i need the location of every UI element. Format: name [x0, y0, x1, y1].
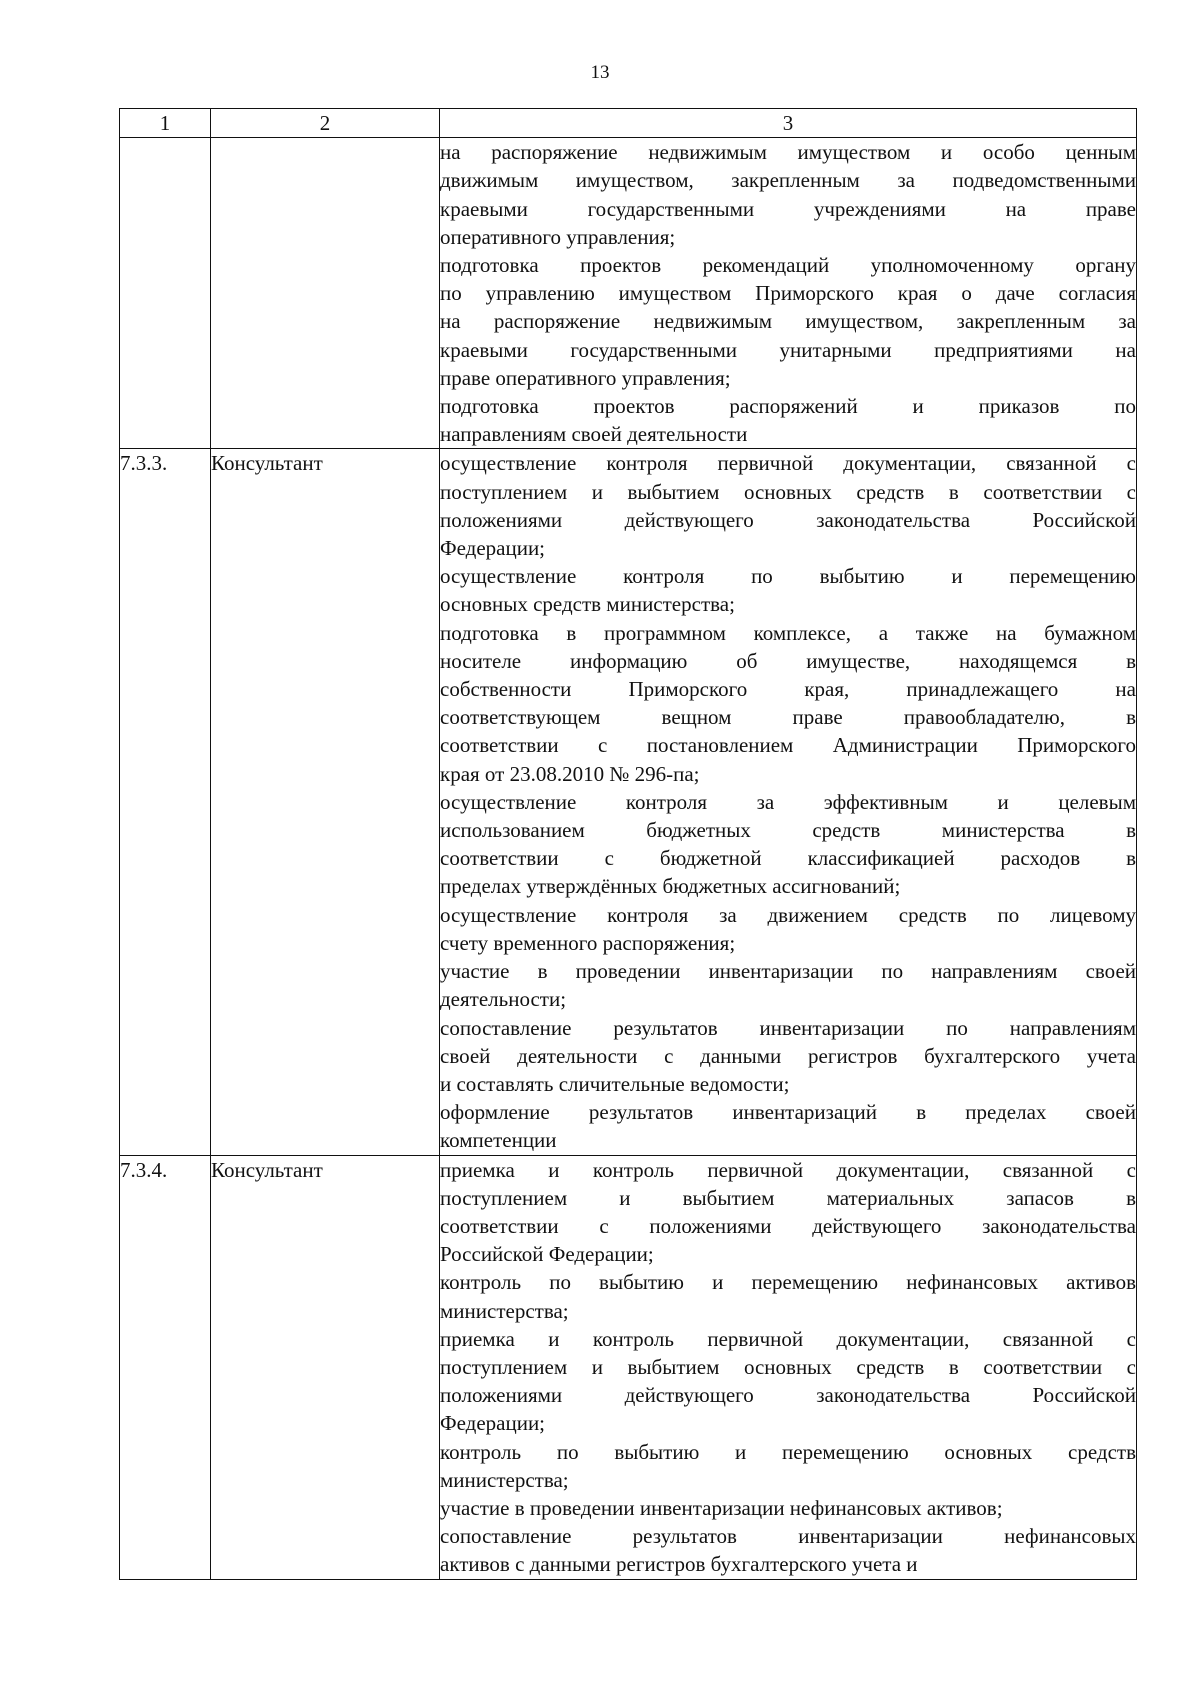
duty-item: [440, 562, 1136, 618]
duty-text-line: краевыми государственными унитарными предприятиями на: [440, 337, 1136, 362]
duty-text-line: Федерации;: [440, 1411, 546, 1436]
duty-item: [440, 957, 1136, 1013]
table-row: [120, 449, 1137, 1155]
row-number: 7.3.4.: [120, 1155, 211, 1579]
duty-item: [440, 392, 1136, 448]
duty-text-line: собственности Приморского края, принадлежащего на: [440, 677, 1136, 702]
row-position: Консультант: [211, 449, 440, 1155]
duty-item: [440, 619, 1136, 788]
duty-text-line: поступлением и выбытием основных средств в соответствии с: [440, 479, 1136, 504]
duty-text-line: движимым имуществом, закрепленным за подведомственными: [440, 168, 1136, 193]
duty-text-line: праве оперативного управления;: [440, 365, 731, 390]
duty-item: [440, 1098, 1136, 1154]
duty-text-line: подготовка проектов рекомендаций уполномоченному органу: [440, 253, 1136, 278]
duty-text-line: края от 23.08.2010 № 296-па;: [440, 761, 700, 786]
row-position: [211, 138, 440, 449]
duty-text-line: подготовка проектов распоряжений и приказов по: [440, 394, 1136, 419]
duty-text-line: министерства;: [440, 1467, 569, 1492]
duty-text-line: пределах утверждённых бюджетных ассигнований;: [440, 874, 901, 899]
duty-text-line: сопоставление результатов инвентаризации нефинансовых: [440, 1524, 1136, 1549]
duty-text-line: контроль по выбытию и перемещению нефинансовых активов: [440, 1270, 1136, 1295]
table-row: [120, 1155, 1137, 1579]
duty-text-line: и составлять сличительные ведомости;: [440, 1071, 790, 1096]
duty-text-line: деятельности;: [440, 987, 567, 1012]
table-row: [120, 138, 1137, 449]
duties-table: [119, 108, 1137, 1580]
duty-text-line: оформление результатов инвентаризаций в пределах своей: [440, 1100, 1136, 1125]
duty-text-line: компетенции: [440, 1128, 557, 1153]
column-header-duties: 3: [440, 109, 1137, 138]
duty-text-line: участие в проведении инвентаризации нефинансовых активов;: [440, 1495, 1003, 1520]
duty-text-line: оперативного управления;: [440, 224, 676, 249]
duty-text-line: осуществление контроля по выбытию и перемещению: [440, 564, 1136, 589]
duty-item: [440, 1494, 1136, 1522]
duty-text-line: министерства;: [440, 1298, 569, 1323]
table-header-row: [120, 109, 1137, 138]
duty-text-line: по управлению имуществом Приморского края о даче согласия: [440, 281, 1136, 306]
duty-text-line: Федерации;: [440, 536, 546, 561]
duty-text-line: соответствии с положениями действующего законодательства: [440, 1213, 1136, 1238]
column-header-number: 1: [120, 109, 211, 138]
duty-text-line: Российской Федерации;: [440, 1242, 654, 1267]
duty-text-line: краевыми государственными учреждениями на праве: [440, 196, 1136, 221]
row-duties: [440, 138, 1137, 449]
duty-item: [440, 1522, 1136, 1578]
duty-text-line: осуществление контроля первичной документации, связанной с: [440, 451, 1136, 476]
duty-text-line: основных средств министерства;: [440, 592, 735, 617]
duty-text-line: на распоряжение недвижимым имуществом и особо ценным: [440, 140, 1136, 165]
duty-text-line: направлениям своей деятельности: [440, 422, 748, 447]
duty-text-line: счету временного распоряжения;: [440, 930, 736, 955]
duty-text-line: соответствии с постановлением Администрации Приморского: [440, 733, 1136, 758]
duty-text-line: на распоряжение недвижимым имуществом, закрепленным за: [440, 309, 1136, 334]
duty-item: [440, 788, 1136, 901]
column-header-position: 2: [211, 109, 440, 138]
duty-item: [440, 901, 1136, 957]
row-duties: [440, 1155, 1137, 1579]
duty-text-line: осуществление контроля за эффективным и целевым: [440, 789, 1136, 814]
page-number: 13: [590, 62, 610, 83]
row-duties: [440, 449, 1137, 1155]
duty-text-line: приемка и контроль первичной документации, связанной с: [440, 1326, 1136, 1351]
duty-text-line: положениями действующего законодательства Российской: [440, 507, 1136, 532]
row-number: [120, 138, 211, 449]
row-position: Консультант: [211, 1155, 440, 1579]
duty-text-line: участие в проведении инвентаризации по направлениям своей: [440, 959, 1136, 984]
duty-text-line: поступлением и выбытием материальных запасов в: [440, 1185, 1136, 1210]
duty-text-line: сопоставление результатов инвентаризации по направлениям: [440, 1015, 1136, 1040]
duty-text-line: осуществление контроля за движением средств по лицевому: [440, 902, 1136, 927]
row-number: 7.3.3.: [120, 449, 211, 1155]
duty-item: [440, 1014, 1136, 1099]
duty-text-line: своей деятельности с данными регистров бухгалтерского учета: [440, 1043, 1136, 1068]
duty-text-line: использованием бюджетных средств министерства в: [440, 818, 1136, 843]
duty-text-line: носителе информацию об имуществе, находящемся в: [440, 648, 1136, 673]
duty-text-line: соответствующем вещном праве правообладателю, в: [440, 705, 1136, 730]
duty-text-line: активов с данными регистров бухгалтерского учета и: [440, 1552, 918, 1577]
duty-item: [440, 1156, 1136, 1269]
duty-text-line: контроль по выбытию и перемещению основных средств: [440, 1439, 1136, 1464]
duty-text-line: приемка и контроль первичной документации, связанной с: [440, 1157, 1136, 1182]
duty-item: [440, 251, 1136, 392]
duty-text-line: положениями действующего законодательства Российской: [440, 1383, 1136, 1408]
duty-item: [440, 449, 1136, 562]
duty-text-line: подготовка в программном комплексе, а также на бумажном: [440, 620, 1136, 645]
duty-item: [440, 1268, 1136, 1324]
duty-item: [440, 138, 1136, 251]
duty-text-line: поступлением и выбытием основных средств в соответствии с: [440, 1354, 1136, 1379]
duty-text-line: соответствии с бюджетной классификацией расходов в: [440, 846, 1136, 871]
duty-item: [440, 1438, 1136, 1494]
duty-item: [440, 1325, 1136, 1438]
